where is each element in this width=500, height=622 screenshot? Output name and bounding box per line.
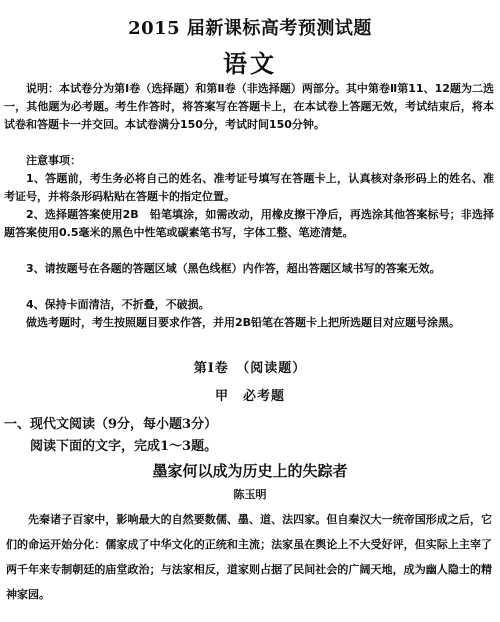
notice-item-3: 3、请按题号在各题的答题区域（黑色线框）内作答，超出答题区域书写的答案无效。 (26, 262, 441, 275)
section1-heading: 一、现代文阅读（9分，每小题3分） (4, 417, 218, 432)
section1-prompt: 阅读下面的文字，完成1～3题。 (30, 439, 218, 454)
choice-note: 做选考题时，考生按照题目要求作答，并用2B铅笔在答题卡上把所选题目对应题号涂黑。 (26, 316, 461, 329)
article-author: 陈玉明 (233, 488, 267, 501)
article-title: 墨家何以成为历史上的失踪者 (152, 462, 348, 480)
exam-title: 2015 届新课标高考预测试题 (128, 18, 372, 39)
part1-heading: 第Ⅰ卷 （阅读题） (193, 361, 307, 376)
notice-item-2: 2、选择题答案使用2B 铅笔填涂，如需改动，用橡皮擦干净后，再选涂其他答案标号；非选择题答案使用0.5毫米的黑色中性笔或碳素笔书写，字体工整、笔迹清楚。 (4, 208, 494, 239)
subject-title: 语文 (223, 49, 277, 78)
part1-subheading: 甲 必考题 (214, 389, 285, 404)
notice-item-1: 1、答题前，考生务必将自己的姓名、准考证号填写在答题卡上，认真核对条形码上的姓名、准考证号，并将条形码粘贴在答题卡的指定位置。 (4, 172, 494, 203)
notice-item-4: 4、保持卡面清洁，不折叠，不破损。 (26, 298, 210, 311)
notice-heading: 注意事项： (26, 154, 81, 167)
instructions-intro: 说明：本试卷分为第Ⅰ卷（选择题）和第Ⅱ卷（非选择题）两部分。其中第卷Ⅱ第11、12题为二选一，其他题为必考题。考生作答时，将答案写在答题卡上，在本试卷上答题无效，考试结束后，将本试卷和答题卡一并交回。本试卷满分150分，考试时间150分钟。 (4, 82, 494, 131)
article-body: 先秦诸子百家中，影响最大的自然要数儒、墨、道、法四家。但自秦汉大一统帝国形成之后，它们的命运开始分化：儒家成了中华文化的正统和主流；法家虽在舆论上不大受好评，但实际上主宰了两千年来专制朝廷的庙堂政治；与法家相反，道家则占据了民间社会的广阔天地，成为幽人隐士的精神家园。 (6, 513, 492, 601)
